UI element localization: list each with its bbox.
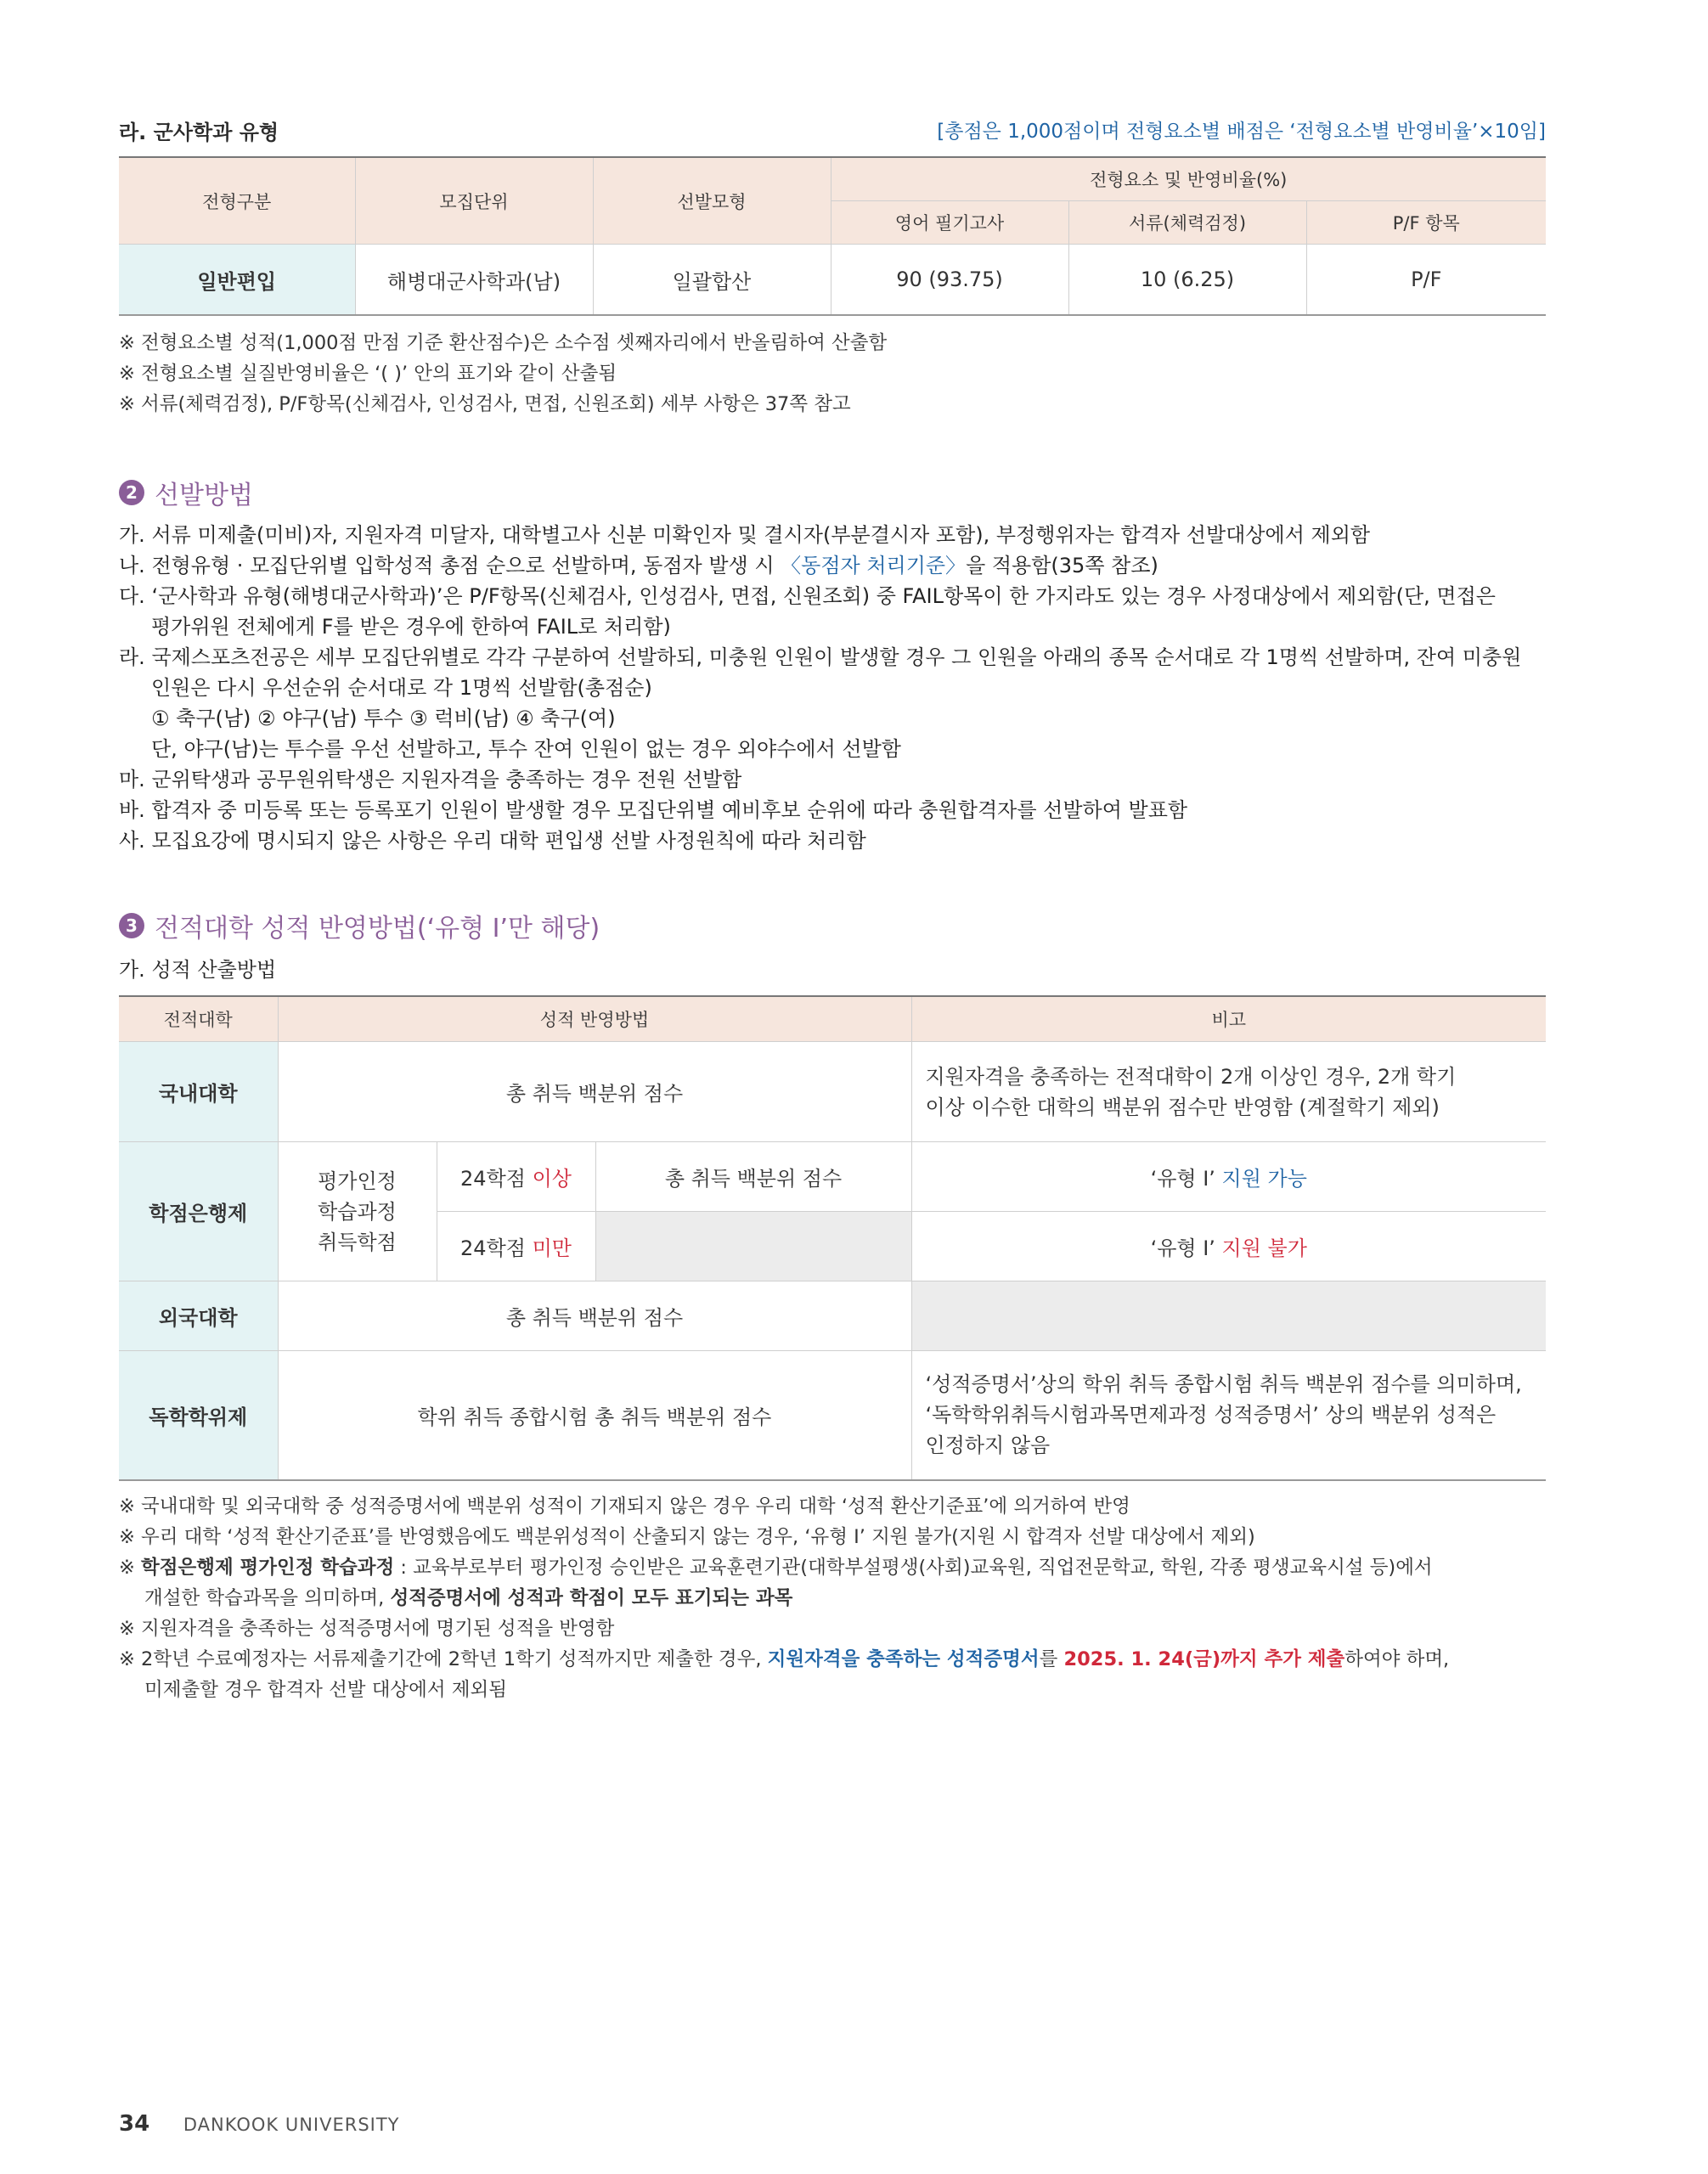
section-3-heading	[119, 907, 1546, 944]
section-3-notes	[119, 1491, 1546, 1705]
table-row	[119, 1142, 1546, 1212]
table-row	[119, 1042, 1546, 1142]
table-row	[119, 1351, 1546, 1480]
list-item-continued: ① 축구(남) ② 야구(남) 투수 ③ 럭비(남) ④ 축구(여)	[151, 707, 616, 730]
list-item-continued: 단, 야구(남)는 투수를 우선 선발하고, 투수 잔여 인원이 없는 경우 외야수에서 선발함	[151, 737, 901, 761]
section-ra-notes	[119, 328, 1546, 420]
row-method: 학위 취득 종합시험 총 취득 백분위 점수	[278, 1351, 911, 1480]
note-item: ※ 서류(체력검정), P/F항목(신체검사, 인성검사, 면접, 신원조회) 세부 사항은 37쪽 참고	[119, 393, 851, 415]
section-2-title: 선발방법	[155, 481, 253, 510]
header-method: 성적 반영방법	[278, 996, 911, 1042]
note-item: ※ 국내대학 및 외국대학 중 성적증명서에 백분위 성적이 기재되지 않은 경우 우리 대학 ‘성적 환산기준표’에 의거하여 반영	[119, 1495, 1130, 1518]
score-note: [총점은 1,000점이며 전형요소별 배점은 ‘전형요소별 반영비율’×10임]	[937, 121, 1546, 143]
cell-pf: P/F	[1306, 245, 1546, 316]
section-ra-header	[119, 109, 1546, 151]
credit-under-method-empty	[595, 1212, 911, 1281]
page-number: 34	[119, 2111, 150, 2137]
section-3-subtitle: 가. 성적 산출방법	[119, 958, 277, 982]
note-item-continued: 미제출할 경우 합격자 선발 대상에서 제외됨	[144, 1678, 507, 1701]
note-item: ※ 우리 대학 ‘성적 환산기준표’를 반영했음에도 백분위성적이 산출되지 않는 경우, ‘유형 I’ 지원 불가(지원 시 합격자 선발 대상에서 제외)	[119, 1525, 1255, 1548]
number-3-icon: 3	[119, 913, 144, 938]
header-pf: P/F 항목	[1306, 201, 1546, 245]
row-method: 총 취득 백분위 점수	[278, 1042, 911, 1142]
military-track-table	[119, 156, 1546, 316]
row-label: 독학학위제	[119, 1351, 278, 1480]
row-remark: ‘성적증명서’상의 학위 취득 종합시험 취득 백분위 점수를 의미하며, ‘독학학위취득시험과목면제과정 성적증명서’ 상의 백분위 성적은 인정하지 않음	[911, 1351, 1546, 1480]
section-3-title: 전적대학 성적 반영방법(‘유형 I’만 해당)	[155, 914, 600, 943]
header-model: 선발모형	[593, 157, 831, 245]
list-item-continued: 평가위원 전체에게 F를 받은 경우에 한하여 FAIL로 처리함)	[151, 615, 671, 639]
header-remark: 비고	[911, 996, 1546, 1042]
header-documents: 서류(체력검정)	[1068, 201, 1306, 245]
header-elements: 전형요소 및 반영비율(%)	[831, 157, 1546, 201]
list-item: 라. 국제스포츠전공은 세부 모집단위별로 각각 구분하여 선발하되, 미충원 인원이 발생할 경우 그 인원을 아래의 종목 순서대로 각 1명씩 선발하며, 잔여 미충원	[119, 645, 1522, 669]
tie-rule-link[interactable]: 〈동점자 처리기준〉	[781, 554, 967, 577]
list-item-continued: 인원은 다시 우선순위 순서대로 각 1명씩 선발함(총점순)	[151, 676, 652, 700]
cell-unit: 해병대군사학과(남)	[355, 245, 593, 316]
university-name: DANKOOK UNIVERSITY	[183, 2115, 400, 2135]
credit-over-label: 24학점 이상	[437, 1142, 595, 1212]
section-title: 라. 군사학과 유형	[119, 121, 279, 144]
list-item: 바. 합격자 중 미등록 또는 등록포기 인원이 발생할 경우 모집단위별 예비후보 순위에 따라 충원합격자를 선발하여 발표함	[119, 798, 1188, 822]
row-label: 국내대학	[119, 1042, 278, 1142]
list-item: 가. 서류 미제출(미비)자, 지원자격 미달자, 대학별고사 신분 미확인자 및 결시자(부분결시자 포함), 부정행위자는 합격자 선발대상에서 제외함	[119, 523, 1371, 547]
header-school: 전적대학	[119, 996, 278, 1042]
credit-over-remark: ‘유형 I’ 지원 가능	[911, 1142, 1546, 1212]
list-item: 사. 모집요강에 명시되지 않은 사항은 우리 대학 편입생 선발 사정원칙에 따라 처리함	[119, 829, 866, 853]
note-item: ※ 지원자격을 충족하는 성적증명서에 명기된 성적을 반영함	[119, 1617, 615, 1640]
note-item: ※ 학점은행제 평가인정 학습과정 : 교육부로부터 평가인정 승인받은 교육훈련기관(대학부설평생(사회)교육원, 직업전문학교, 학원, 각종 평생교육시설 등)에서	[119, 1556, 1433, 1579]
cell-type: 일반편입	[119, 245, 355, 316]
table-row	[119, 1281, 1546, 1351]
note-item-continued: 개설한 학습과목을 의미하며, 성적증명서에 성적과 학점이 모두 표기되는 과목	[144, 1586, 793, 1609]
credit-under-label: 24학점 미만	[437, 1212, 595, 1281]
credit-under-remark: ‘유형 I’ 지원 불가	[911, 1212, 1546, 1281]
page-footer	[119, 2111, 400, 2137]
list-item: 마. 군위탁생과 공무원위탁생은 지원자격을 충족하는 경우 전원 선발함	[119, 768, 742, 791]
row-remark-empty	[911, 1281, 1546, 1351]
credit-bank-sub-label: 평가인정 학습과정 취득학점	[278, 1142, 437, 1281]
section-2-heading	[119, 474, 1546, 511]
cell-documents: 10 (6.25)	[1068, 245, 1306, 316]
row-remark: 지원자격을 충족하는 전적대학이 2개 이상인 경우, 2개 학기 이상 이수한 대학의 백분위 점수만 반영함 (계절학기 제외)	[911, 1042, 1546, 1142]
header-type: 전형구분	[119, 157, 355, 245]
list-item: 나. 전형유형 · 모집단위별 입학성적 총점 순으로 선발하며, 동점자 발생 시 〈동점자 처리기준〉을 적용함(35쪽 참조)	[119, 554, 1158, 577]
selection-method-list	[119, 520, 1546, 856]
number-2-icon: 2	[119, 480, 144, 505]
header-unit: 모집단위	[355, 157, 593, 245]
row-label: 학점은행제	[119, 1142, 278, 1281]
header-english: 영어 필기고사	[831, 201, 1068, 245]
grade-method-table	[119, 995, 1546, 1481]
note-item: ※ 전형요소별 성적(1,000점 만점 기준 환산점수)은 소수점 셋째자리에서 반올림하여 산출함	[119, 332, 888, 354]
table-row	[119, 245, 1546, 316]
credit-over-method: 총 취득 백분위 점수	[595, 1142, 911, 1212]
row-method: 총 취득 백분위 점수	[278, 1281, 911, 1351]
list-item: 다. ‘군사학과 유형(해병대군사학과)’은 P/F항목(신체검사, 인성검사, 면접, 신원조회) 중 FAIL항목이 한 가지라도 있는 경우 사정대상에서 제외함(단, 면접은	[119, 584, 1496, 608]
cell-english: 90 (93.75)	[831, 245, 1068, 316]
note-item: ※ 2학년 수료예정자는 서류제출기간에 2학년 1학기 성적까지만 제출한 경우, 지원자격을 충족하는 성적증명서를 2025. 1. 24(금)까지 추가 제출하여야 하며,	[119, 1647, 1450, 1670]
cell-model: 일괄합산	[593, 245, 831, 316]
page-content	[119, 109, 1546, 1705]
row-label: 외국대학	[119, 1281, 278, 1351]
note-item: ※ 전형요소별 실질반영비율은 ‘( )’ 안의 표기와 같이 산출됨	[119, 363, 617, 385]
